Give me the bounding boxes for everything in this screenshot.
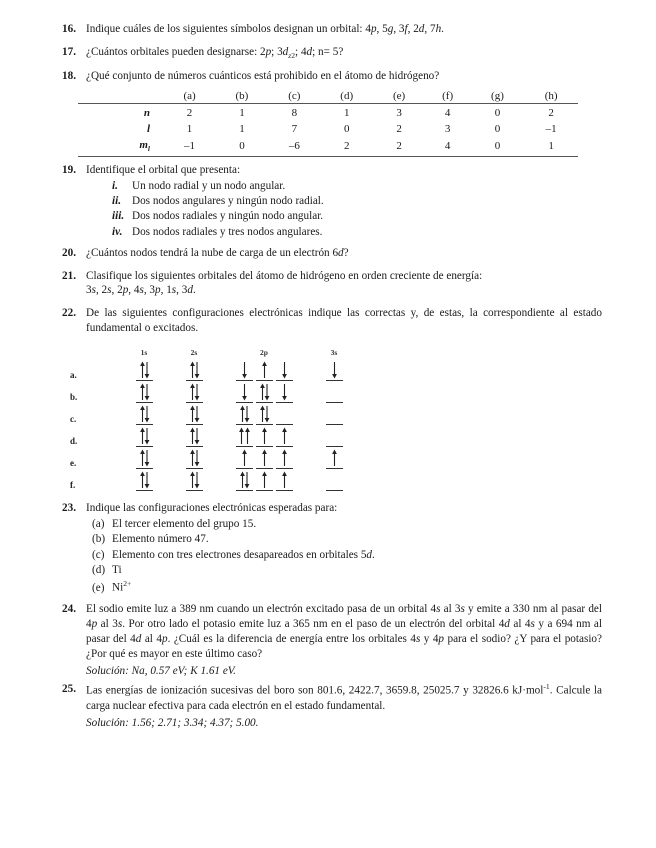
problem-text: De las siguientes configuraciones electrónicas indique las correctas y, de estas, la correspondiente al estado fundamental o excitados. bbox=[86, 307, 602, 335]
table-corner-cell bbox=[78, 88, 164, 104]
problem-stem: Identifique el orbital que presenta: bbox=[86, 164, 241, 177]
orbital-box-updown bbox=[136, 360, 153, 381]
table-cell: 1 bbox=[239, 123, 245, 136]
table-cell: 3 bbox=[444, 123, 451, 136]
orbital-box-down bbox=[236, 382, 253, 403]
lettered-sublist bbox=[86, 517, 602, 596]
list-text: Elemento número 47. bbox=[112, 533, 209, 546]
orbital-box-updown bbox=[186, 426, 203, 447]
problem-25 bbox=[62, 682, 602, 730]
orbital-row bbox=[70, 447, 602, 469]
column-header: (d) bbox=[340, 90, 354, 103]
orbital-diagram-rows bbox=[70, 359, 602, 491]
problem-18 bbox=[62, 69, 602, 84]
orbital-group-1s bbox=[122, 382, 166, 403]
problem-number: 16. bbox=[62, 23, 76, 35]
orbital-group-2p bbox=[222, 382, 306, 403]
column-header: (e) bbox=[392, 90, 406, 103]
list-marker: iii. bbox=[112, 210, 125, 223]
row-label: l bbox=[146, 123, 150, 136]
problem-text: Indique cuáles de los siguientes símbolos designan un orbital: 4p, 5g, 3f, 2d, 7h. bbox=[86, 23, 444, 35]
problem-text: Clasifique los siguientes orbitales del átomo de hidrógeno en orden creciente de energía: 3s, 2s, 2p, 4s, 3p, 1s, 3d. bbox=[86, 269, 483, 297]
column-header-1s: 1s bbox=[140, 348, 148, 358]
table-cell: –6 bbox=[269, 137, 320, 157]
problem-text bbox=[86, 163, 602, 239]
orbital-box-up bbox=[276, 426, 293, 447]
list-item bbox=[86, 225, 602, 240]
table-body bbox=[78, 104, 578, 157]
list-marker: iv. bbox=[112, 225, 123, 238]
problem-number: 18. bbox=[62, 70, 76, 83]
orbital-group-3s bbox=[306, 360, 362, 381]
table-cell: 0 bbox=[343, 123, 350, 136]
orbital-box-down bbox=[236, 360, 253, 381]
table-cell: 0 bbox=[471, 137, 525, 157]
problem-19 bbox=[62, 163, 602, 239]
orbital-box-up bbox=[276, 448, 293, 469]
orbital-box-empty bbox=[326, 404, 343, 425]
orbital-box-updown bbox=[186, 470, 203, 491]
table-cell: 0 bbox=[215, 137, 269, 157]
orbital-row bbox=[70, 359, 602, 381]
list-text: Elemento con tres electrones desapareados en orbitales 5d. bbox=[112, 548, 375, 561]
orbital-box-empty bbox=[326, 426, 343, 447]
orbital-group-1s bbox=[122, 448, 166, 469]
orbital-group-2p bbox=[222, 426, 306, 447]
problem-text: ¿Cuántos orbitales pueden designarse: 2p; $3d_{z2}$; 4d; n= 5? bbox=[86, 45, 344, 61]
table-cell: 1 bbox=[215, 104, 269, 122]
orbital-group-2s bbox=[166, 470, 222, 491]
column-header: (g) bbox=[491, 90, 504, 103]
orbital-group-2p bbox=[222, 470, 306, 491]
column-header: (a) bbox=[183, 90, 196, 103]
orbital-group-1s bbox=[122, 426, 166, 447]
list-item bbox=[86, 209, 602, 224]
orbital-box-updown bbox=[256, 382, 273, 403]
problem-statement: Las energías de ionización sucesivas del boro son 801.6, 2422.7, 3659.8, 25025.7 y 32826.6 kJ·mol$^{-1}$. Calcule la carga nuclear efectiva para cada electrón en el estado fundamental. bbox=[86, 682, 602, 713]
table-cell: 7 bbox=[291, 123, 298, 136]
orbital-row bbox=[70, 381, 602, 403]
column-header: (b) bbox=[235, 90, 249, 103]
orbital-group-2p bbox=[222, 360, 306, 381]
orbital-box-down bbox=[276, 360, 293, 381]
list-text: Un nodo radial y un nodo angular. bbox=[132, 180, 286, 193]
orbital-group-3s bbox=[306, 426, 362, 447]
column-header-2s: 2s bbox=[190, 348, 198, 358]
list-text: $Ni^{2+}$ bbox=[112, 578, 132, 594]
orbital-group-2s bbox=[166, 404, 222, 425]
column-header: (f) bbox=[442, 90, 454, 103]
orbital-box-up bbox=[326, 448, 343, 469]
list-text: Dos nodos angulares y ningún nodo radial. bbox=[132, 195, 324, 208]
orbital-box-updown bbox=[186, 382, 203, 403]
orbital-box-empty bbox=[326, 470, 343, 491]
orbital-box-updown bbox=[186, 404, 203, 425]
quantum-numbers-table-wrapper bbox=[78, 88, 578, 157]
problem-number: 21. bbox=[62, 269, 76, 282]
orbital-box-updown bbox=[136, 404, 153, 425]
quantum-numbers-table bbox=[78, 88, 578, 157]
list-marker: i. bbox=[112, 180, 118, 193]
orbital-row bbox=[70, 469, 602, 491]
table-cell: 8 bbox=[269, 104, 320, 122]
problem-24 bbox=[62, 602, 602, 678]
list-item bbox=[86, 517, 602, 532]
orbital-group-2s bbox=[166, 448, 222, 469]
problem-number: 22. bbox=[62, 307, 76, 320]
orbital-row-label: d. bbox=[70, 436, 78, 447]
table-row bbox=[78, 121, 578, 137]
orbital-group-3s bbox=[306, 404, 362, 425]
problem-number: 19. bbox=[62, 164, 76, 177]
problem-number: 20. bbox=[62, 246, 76, 259]
orbital-box-updown bbox=[236, 404, 253, 425]
list-marker: (d) bbox=[92, 564, 106, 577]
orbital-group-3s bbox=[306, 382, 362, 403]
table-row bbox=[78, 137, 578, 157]
list-text: El tercer elemento del grupo 15. bbox=[112, 517, 257, 530]
orbital-box-updown bbox=[256, 404, 273, 425]
column-header-3s: 3s bbox=[330, 348, 338, 358]
orbital-diagram bbox=[62, 344, 602, 491]
orbital-box-updown bbox=[136, 382, 153, 403]
list-item bbox=[86, 532, 602, 547]
problem-number: 25. bbox=[62, 683, 76, 696]
orbital-box-up bbox=[256, 426, 273, 447]
orbital-group-2p bbox=[222, 448, 306, 469]
table-cell: 3 bbox=[374, 104, 425, 122]
orbital-row-label: c. bbox=[70, 414, 77, 425]
list-text: Ti bbox=[112, 564, 122, 577]
list-text: Dos nodos radiales y tres nodos angulares. bbox=[132, 225, 323, 238]
orbital-box-down bbox=[326, 360, 343, 381]
orbital-row bbox=[70, 403, 602, 425]
list-marker: (a) bbox=[92, 517, 105, 530]
orbital-group-2s bbox=[166, 382, 222, 403]
orbital-box-updown bbox=[136, 470, 153, 491]
table-cell: 0 bbox=[494, 123, 501, 136]
problem-23 bbox=[62, 501, 602, 596]
table-cell: 1 bbox=[524, 137, 578, 157]
table-cell: 1 bbox=[186, 123, 193, 136]
list-marker: (b) bbox=[92, 533, 106, 546]
orbital-row-label: f. bbox=[70, 480, 76, 491]
orbital-group-1s bbox=[122, 360, 166, 381]
orbital-row-label: a. bbox=[70, 370, 77, 381]
row-label: $m_l$ bbox=[78, 137, 164, 157]
row-label: n bbox=[78, 104, 164, 122]
problem-number: 24. bbox=[62, 602, 76, 615]
table-cell: 0 bbox=[471, 104, 525, 122]
list-item bbox=[86, 179, 602, 194]
table-cell: 4 bbox=[425, 137, 471, 157]
orbital-box-upup bbox=[236, 426, 253, 447]
column-header-2p: 2p bbox=[260, 348, 268, 358]
list-marker: ii. bbox=[112, 195, 122, 208]
orbital-group-2p bbox=[222, 404, 306, 425]
orbital-box-up bbox=[256, 470, 273, 491]
list-marker: (c) bbox=[92, 548, 105, 561]
table-cell: –1 bbox=[164, 137, 215, 157]
orbital-group-1s bbox=[122, 404, 166, 425]
list-marker: (e) bbox=[92, 581, 105, 594]
problem-16 bbox=[62, 22, 602, 37]
orbital-box-updown bbox=[136, 448, 153, 469]
problem-text bbox=[86, 501, 602, 596]
column-header: (c) bbox=[288, 90, 301, 103]
orbital-box-up bbox=[236, 448, 253, 469]
orbital-box-updown bbox=[186, 448, 203, 469]
list-item bbox=[86, 548, 602, 563]
orbital-group-3s bbox=[306, 448, 362, 469]
roman-sublist bbox=[86, 179, 602, 239]
problem-17 bbox=[62, 45, 602, 61]
orbital-group-2s bbox=[166, 426, 222, 447]
problem-statement: El sodio emite luz a 389 nm cuando un electrón excitado pasa de un orbital 4s al 3s y emite a 330 nm al pasar del 4p al 3s. Por otro lado el potasio emite luz a 365 nm en el paso de un electrón del orbital 4d al 4s y a 694 nm al pasar del 4d al 4p. ¿Cuál es la diferencia de energía entre los orbitales 4s y 4p para el sodio? ¿Y para el potasio? ¿Por qué es mayor en este último caso? bbox=[86, 602, 603, 660]
orbital-row bbox=[70, 425, 602, 447]
table-cell: 1 bbox=[320, 104, 374, 122]
problem-number: 23. bbox=[62, 502, 76, 515]
table-cell: 2 bbox=[320, 137, 374, 157]
problem-number: 17. bbox=[62, 45, 76, 58]
problem-text: ¿Qué conjunto de números cuánticos está prohibido en el átomo de hidrógeno? bbox=[86, 70, 440, 83]
list-item bbox=[86, 579, 602, 596]
table-row bbox=[78, 104, 578, 122]
problem-20 bbox=[62, 246, 602, 261]
table-cell: 2 bbox=[524, 104, 578, 122]
solution-line: Solución: 1.56; 2.71; 3.34; 4.37; 5.00. bbox=[86, 716, 259, 729]
solution-line: Solución: Na, 0.57 eV; K 1.61 eV. bbox=[86, 664, 236, 677]
orbital-group-2s bbox=[166, 360, 222, 381]
orbital-box-updown bbox=[236, 470, 253, 491]
problem-text bbox=[86, 602, 602, 678]
table-cell: 4 bbox=[425, 104, 471, 122]
problem-text: ¿Cuántos nodos tendrá la nube de carga de un electrón 6d? bbox=[86, 246, 349, 259]
orbital-box-up bbox=[276, 470, 293, 491]
table-header-row bbox=[78, 88, 578, 104]
list-text: Dos nodos radiales y ningún nodo angular. bbox=[132, 210, 324, 223]
problem-21 bbox=[62, 269, 602, 299]
column-header: (h) bbox=[544, 90, 558, 103]
orbital-box-down bbox=[276, 382, 293, 403]
orbital-diagram-header bbox=[70, 344, 602, 357]
orbital-group-1s bbox=[122, 470, 166, 491]
list-item bbox=[86, 563, 602, 578]
table-cell: 2 bbox=[374, 137, 425, 157]
orbital-group-3s bbox=[306, 470, 362, 491]
orbital-row-label: e. bbox=[70, 458, 77, 469]
problem-text bbox=[86, 682, 602, 730]
orbital-row-label: b. bbox=[70, 392, 78, 403]
table-cell: 2 bbox=[164, 104, 215, 122]
problem-22 bbox=[62, 306, 602, 336]
orbital-box-empty bbox=[276, 404, 293, 425]
problem-stem: Indique las configuraciones electrónicas esperadas para: bbox=[86, 502, 338, 515]
orbital-box-updown bbox=[186, 360, 203, 381]
list-item bbox=[86, 194, 602, 209]
table-cell: 2 bbox=[396, 123, 402, 136]
page-content bbox=[62, 22, 602, 739]
orbital-box-updown bbox=[136, 426, 153, 447]
orbital-box-empty bbox=[326, 382, 343, 403]
orbital-box-up bbox=[256, 360, 273, 381]
table-head bbox=[78, 88, 578, 104]
table-cell: –1 bbox=[545, 123, 557, 136]
orbital-box-up bbox=[256, 448, 273, 469]
